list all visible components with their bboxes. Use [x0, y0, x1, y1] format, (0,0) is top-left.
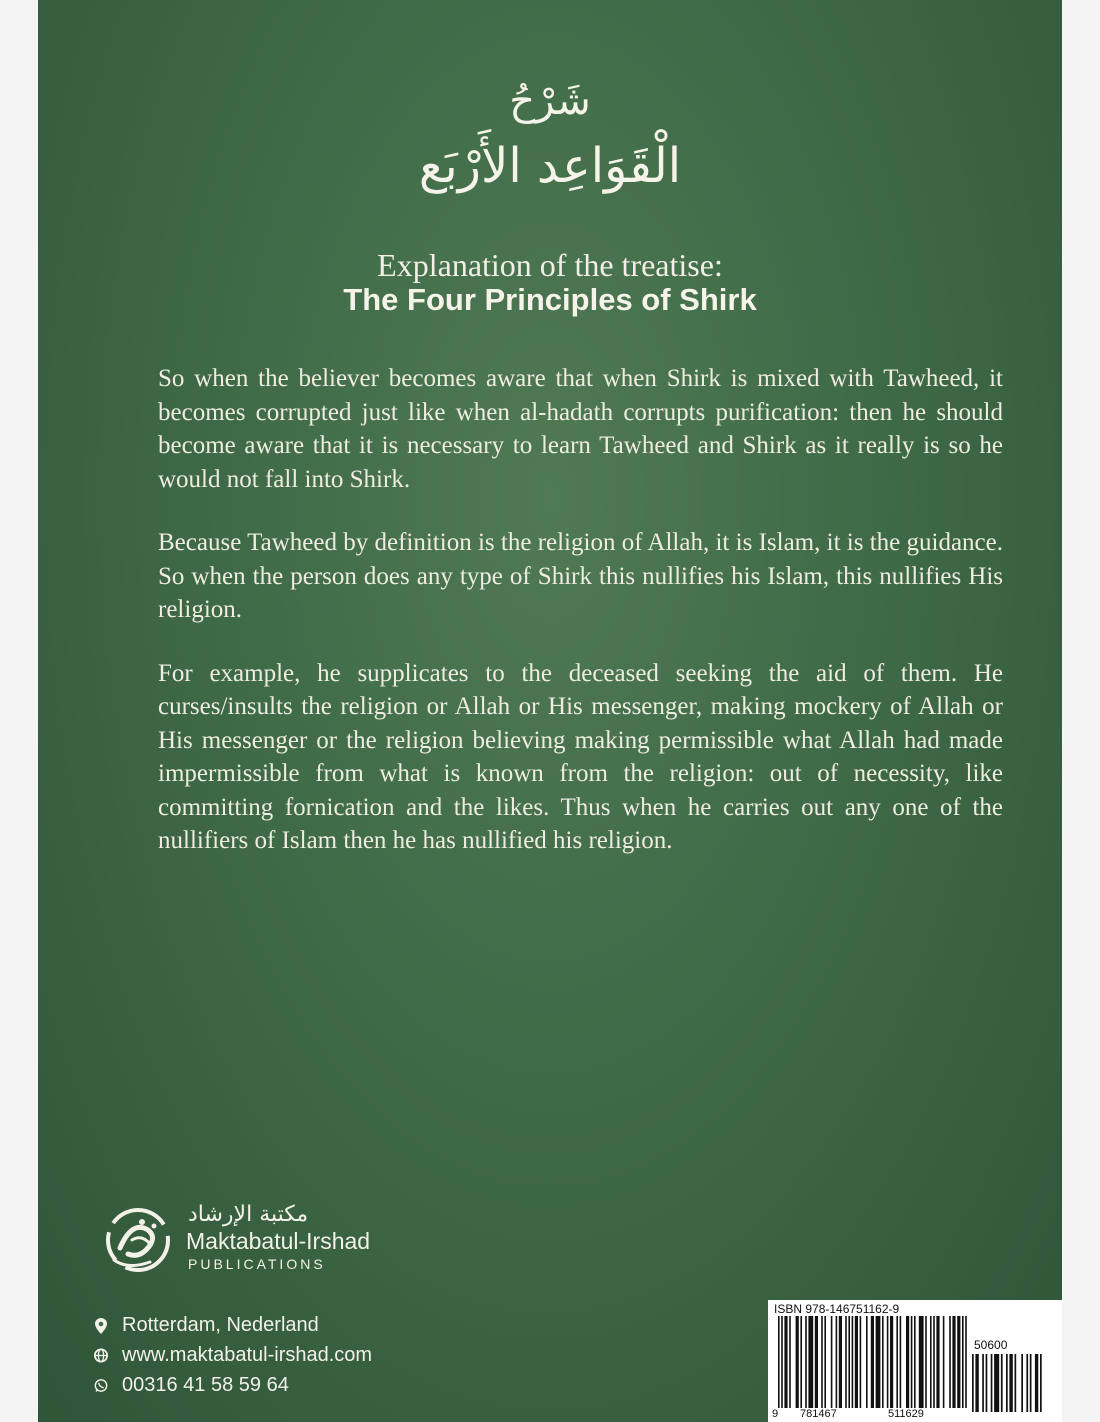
barcode-bar [871, 1316, 874, 1408]
barcode-bar [982, 1354, 984, 1412]
blurb-paragraph-3: For example, he supplicates to the deceased seeking the aid of them. He curses/insults the religion or Allah or His messenger, making mockery of Allah or His messenger or the religion believing making permissible what Allah had made impermissible from what is known from the religion: out of necessity, like committing fornication and the likes. Thus when he carries out any one of the nullifiers of Islam then he has nullified his religion. [158, 659, 1003, 854]
barcode-bar [796, 1316, 799, 1408]
barcode-bar [800, 1316, 802, 1408]
publisher-tagline: PUBLICATIONS [188, 1256, 326, 1272]
website-link[interactable]: www.maktabatul-irshad.com [122, 1344, 373, 1366]
barcode-bar [1026, 1354, 1028, 1412]
contact-website [94, 1344, 372, 1367]
barcode-digits-left: 781467 [800, 1408, 837, 1420]
barcode-digits-right: 511629 [888, 1408, 924, 1420]
barcode-bar [1030, 1354, 1032, 1412]
publisher-name: Maktabatul-Irshad [186, 1228, 371, 1254]
barcode-bar [933, 1316, 935, 1408]
globe-icon [94, 1348, 108, 1364]
barcode-bar [925, 1316, 927, 1408]
book-title: The Four Principles of Shirk [343, 282, 757, 317]
arabic-title-line-1: شَرْحُ [509, 78, 591, 124]
barcode-addon-bars [972, 1354, 1056, 1412]
barcode-bar [1035, 1354, 1038, 1412]
barcode-bar [1009, 1354, 1012, 1412]
blurb-paragraph-2: Because Tawheed by definition is the religion of Allah, it is Islam, it is the guidance. So when the person does any type of Shirk this nullifies his Islam, this nullifies His religion. [158, 529, 1003, 623]
barcode-bar [957, 1316, 960, 1408]
barcode-bar [815, 1316, 818, 1408]
barcode-bar [855, 1316, 858, 1408]
barcode-bar [919, 1316, 924, 1408]
barcode-bar [1021, 1354, 1023, 1412]
barcode-bar [914, 1316, 916, 1408]
barcode-bar [789, 1316, 791, 1408]
arabic-title-line-2: الْقَوَاعِد الأَرْبَع [418, 138, 682, 194]
back-cover [38, 0, 1062, 1422]
barcode-bar [994, 1354, 999, 1412]
barcode-bar [836, 1316, 838, 1408]
contact-phone [94, 1374, 289, 1397]
publisher-arabic-name: مكتبة الإرشاد [188, 1202, 309, 1227]
barcode-bar [808, 1316, 813, 1408]
barcode-bar [949, 1316, 951, 1408]
barcode-bar [1015, 1354, 1017, 1412]
contact-location [94, 1314, 319, 1337]
barcode-bar [845, 1316, 847, 1408]
barcode-bar [896, 1316, 898, 1408]
barcode-bar [784, 1316, 787, 1408]
publisher-block [98, 1200, 458, 1280]
barcode-bar [911, 1316, 913, 1408]
barcode-bar [887, 1316, 889, 1408]
barcode-bar [848, 1316, 850, 1408]
barcode-bar [906, 1316, 909, 1408]
barcode-bar [778, 1316, 780, 1408]
barcode-digit-lead: 9 [772, 1408, 779, 1420]
barcode-bar [839, 1316, 842, 1408]
barcode-bar [1040, 1354, 1042, 1412]
barcode-bar [952, 1316, 955, 1408]
barcode-bar [824, 1316, 826, 1408]
barcode-bar [1006, 1354, 1008, 1412]
barcode-bar [866, 1316, 868, 1408]
barcode-bar [831, 1316, 833, 1408]
barcode-bar [1001, 1354, 1003, 1412]
isbn-barcode [768, 1300, 1062, 1422]
barcode-bar [882, 1316, 884, 1408]
barcode-bar [860, 1316, 862, 1408]
barcode-bar [805, 1316, 807, 1408]
barcode-bar [962, 1316, 964, 1408]
barcode-bar [781, 1316, 783, 1408]
calligraphy-logo-icon [98, 1200, 178, 1280]
barcode-bar [972, 1354, 974, 1412]
barcode-bar [991, 1354, 993, 1412]
blurb [158, 362, 1003, 888]
barcode-bar [965, 1316, 967, 1408]
barcode-bar [975, 1354, 978, 1412]
price-code: 50600 [974, 1338, 1008, 1352]
barcode-bar [943, 1316, 945, 1408]
barcode-bar [986, 1354, 988, 1412]
barcode-bar [821, 1316, 823, 1408]
subtitle: Explanation of the treatise: [377, 247, 723, 283]
barcode-bar [930, 1316, 932, 1408]
whatsapp-icon [94, 1378, 108, 1394]
barcode-bar [936, 1316, 939, 1408]
location-text: Rotterdam, Nederland [122, 1314, 319, 1336]
phone-number: 00316 41 58 59 64 [122, 1374, 289, 1396]
blurb-paragraph-1: So when the believer becomes aware that when Shirk is mixed with Tawheed, it becomes corrupted just like when al-hadath corrupts purification: then he should become aware that it is necessary to learn Tawheed and Shirk as it really is so he would not fall into Shirk. [158, 365, 1003, 493]
barcode-bar [900, 1316, 902, 1408]
barcode-bar [876, 1316, 881, 1408]
barcode-bar [852, 1316, 854, 1408]
barcode-main-bars [778, 1316, 968, 1412]
barcode-bar [890, 1316, 893, 1408]
isbn-label: ISBN 978-146751162-9 [774, 1302, 900, 1316]
location-pin-icon [94, 1318, 108, 1334]
